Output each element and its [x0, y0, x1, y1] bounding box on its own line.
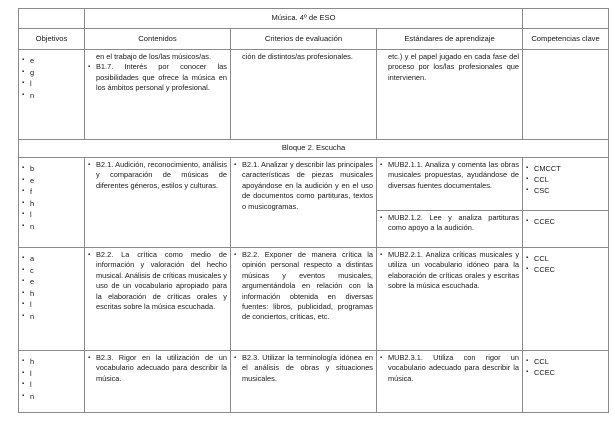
table-row	[19, 248, 609, 351]
objective-item: ▪ l	[22, 368, 81, 380]
row-estandares	[377, 351, 523, 413]
contenido-item: ▪ B2.2. La crítica como medio de información y valoración del hecho musical. Análisis de críticas musicales y uso de un vocabulario apropiado para la elaboración de críticas orales y escritas sobre la música escuchada.	[88, 250, 227, 312]
objective-item: ▪ h	[22, 356, 81, 368]
criterio-item: ▪ B2.3. Utilizar la terminología idónea en el análisis de obras y situaciones musicales.	[234, 353, 373, 384]
row-contenido	[85, 158, 231, 248]
objective-item: ▪ f	[22, 186, 81, 198]
continuation-criterios	[231, 50, 377, 140]
estandar-a	[377, 158, 522, 211]
objective-item: ▪ l	[22, 299, 81, 311]
objective-item: ▪ l	[22, 209, 81, 221]
objective-item: ▪ l	[22, 379, 81, 391]
row-estandares	[377, 248, 523, 351]
title-blank-cell	[19, 9, 85, 29]
estandar-item: ▪ MUB2.3.1. Utiliza con rigor un vocabulario adecuado para describir la música.	[380, 353, 519, 384]
estandar-item: ▪ MUB2.1.2. Lee y analiza partituras como apoyo a la audición.	[380, 213, 519, 234]
objective-item: ▪ n	[22, 391, 81, 403]
competencia-item: ▪ CCL	[526, 253, 605, 264]
continuation-contenidos	[85, 50, 231, 140]
continuation-competencias	[523, 50, 609, 140]
objective-item: ▪ n	[22, 311, 81, 323]
row-competencias	[523, 351, 609, 413]
objective-item: ▪ n	[22, 90, 81, 102]
objective-item: ▪ h	[22, 288, 81, 300]
criterio-item: ▪ B2.1. Analizar y describir las principales características de piezas musicales apoyándose en la audición y en el uso de documentos como partituras, textos o musicogramas.	[234, 160, 373, 212]
header-objetivos: Objetivos	[19, 29, 85, 50]
table-title: Música. 4º de ESO	[85, 9, 523, 29]
estandar-item: ▪ MUB2.1.1. Analiza y comenta las obras musicales propuestas, ayudándose de diversas fuentes documentales.	[380, 160, 519, 191]
row-criterio	[231, 158, 377, 248]
contenido-continued-text: en el trabajo de los/las músicos/as.	[96, 52, 212, 61]
contenido-item: ▪ B2.1. Audición, reconocimiento, análisis y comparación de músicas de diferentes géneros, estilos y culturas.	[88, 160, 227, 191]
objective-item: ▪ a	[22, 253, 81, 265]
competencia-item: ▪ CCEC	[526, 264, 605, 275]
competencia-item: ▪ CMCCT	[526, 163, 605, 174]
row-objetivos	[19, 158, 85, 248]
objective-item: ▪ e	[22, 276, 81, 288]
continuation-row	[19, 50, 609, 140]
header-estandares: Estándares de aprendizaje	[377, 29, 523, 50]
title-blank-cell-right	[523, 9, 609, 29]
header-contenidos: Contenidos	[85, 29, 231, 50]
estandar-item: ▪ MUB2.2.1. Analiza críticas musicales y utiliza un vocabulario idóneo para la elaboración de críticas orales y escritas sobre la música escuchada.	[380, 250, 519, 292]
row-competencias	[523, 248, 609, 351]
row-objetivos	[19, 248, 85, 351]
competencias-b	[523, 211, 608, 229]
objective-item: ▪ n	[22, 221, 81, 233]
continuation-objetivos	[19, 50, 85, 140]
objective-item: ▪ e	[22, 55, 81, 67]
block-title-row	[19, 140, 609, 158]
continuation-estandares	[377, 50, 523, 140]
competencia-item: ▪ CCEC	[526, 367, 605, 378]
competencia-item: ▪ CSC	[526, 185, 605, 196]
row-criterio	[231, 248, 377, 351]
estandar-b	[377, 211, 522, 236]
objective-item: ▪ b	[22, 163, 81, 175]
contenido-item: ▪ B2.3. Rigor en la utilización de un vocabulario adecuado para describir la música.	[88, 353, 227, 384]
curriculum-table	[18, 8, 609, 413]
objective-item: ▪ e	[22, 175, 81, 187]
row-contenido	[85, 248, 231, 351]
contenido-item: ▪ B1.7. Interés por conocer las posibilidades que ofrece la música en los ámbitos personal y profesional.	[88, 62, 227, 93]
competencia-item: ▪ CCEC	[526, 216, 605, 227]
competencias-a	[523, 158, 608, 211]
estandar-continued-text: etc.) y el papel jugado en cada fase del proceso por los/las profesionales que intervienen.	[388, 52, 520, 82]
table-row	[19, 158, 609, 248]
objective-item: ▪ g	[22, 67, 81, 79]
header-criterios: Criterios de evaluación	[231, 29, 377, 50]
header-competencias: Competencias clave	[523, 29, 609, 50]
row-criterio	[231, 351, 377, 413]
row-estandares	[377, 158, 523, 248]
competencia-item: ▪ CCL	[526, 174, 605, 185]
column-header-row	[19, 29, 609, 50]
criterio-item: ▪ B2.2. Exponer de manera crítica la opinión personal respecto a distintas músicas y eventos musicales, argumentándola en relación con la información obtenida en diversas fuentes: libros, publicidad, programas de conciertos, críticas, etc.	[234, 250, 373, 323]
table-title-row	[19, 9, 609, 29]
block-title: Bloque 2. Escucha	[19, 140, 609, 158]
competencia-item: ▪ CCL	[526, 356, 605, 367]
criterio-continued-text: ción de distintos/as profesionales.	[242, 52, 353, 61]
objective-item: ▪ h	[22, 198, 81, 210]
curriculum-table-container	[18, 8, 608, 413]
objective-item: ▪ l	[22, 78, 81, 90]
row-competencias	[523, 158, 609, 248]
table-row	[19, 351, 609, 413]
row-contenido	[85, 351, 231, 413]
objective-item: ▪ c	[22, 265, 81, 277]
row-objetivos	[19, 351, 85, 413]
